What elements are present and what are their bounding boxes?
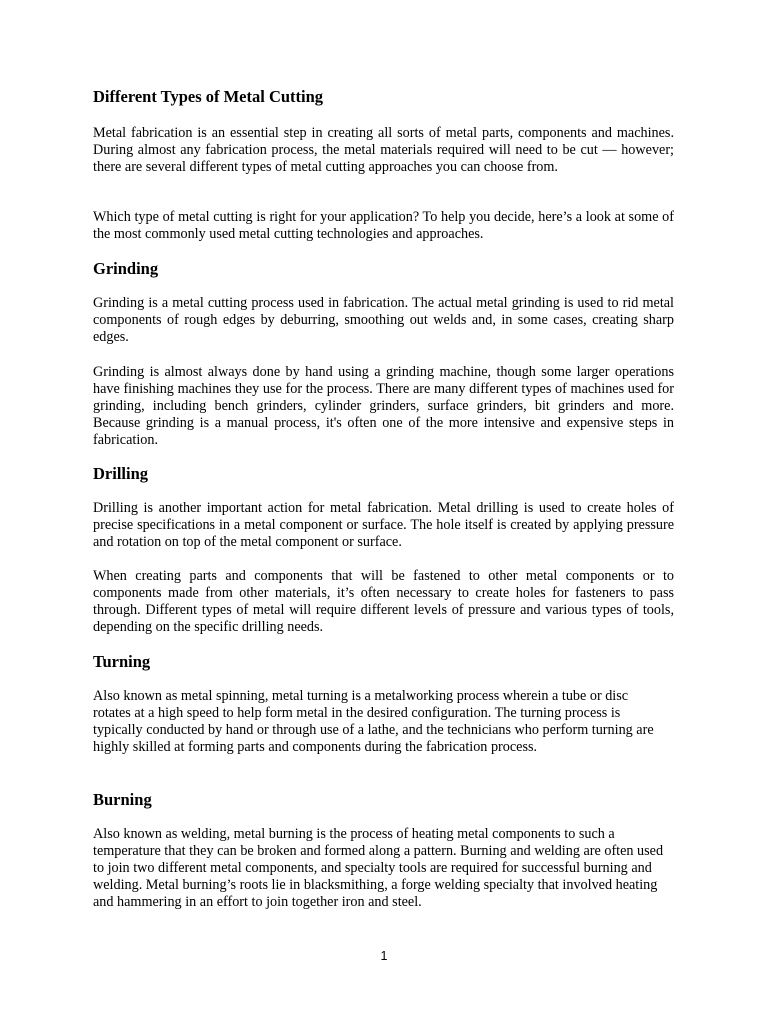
section-heading-grinding: Grinding	[93, 259, 159, 278]
intro-paragraph: Which type of metal cutting is right for your application? To help you decide, here’s a look at some of the most commonly used metal cutting technologies and approaches.	[93, 209, 674, 242]
intro-paragraph: Metal fabrication is an essential step in creating all sorts of metal parts, components and machines. During almost any fabrication process, the metal materials required will need to be cut — however; there are several different types of metal cutting approaches you can choose from.	[93, 125, 674, 175]
burning-paragraph: Also known as welding, metal burning is the process of heating metal components to such a temperature that they can be broken and formed along a pattern. Burning and welding are often used to join two different metal components, and specialty tools are required for successful burning and welding. Metal burning’s roots lie in blacksmithing, a forge welding specialty that involved heating and hammering in an effort to join together iron and steel.	[93, 826, 664, 910]
page-number: 1	[380, 949, 388, 963]
grinding-paragraph: Grinding is a metal cutting process used in fabrication. The actual metal grinding is used to rid metal components of rough edges by deburring, smoothing out welds and, in some cases, creating sharp edges.	[93, 295, 674, 345]
drilling-paragraph: Drilling is another important action for metal fabrication. Metal drilling is used to create holes of precise specifications in a metal component or surface. The hole itself is created by applying pressure and rotation on top of the metal component or surface.	[93, 500, 674, 550]
turning-paragraph: Also known as metal spinning, metal turning is a metalworking process wherein a tube or disc rotates at a high speed to help form metal in the desired configuration. The turning process is typically conducted by hand or through use of a lathe, and the technicians who perform turning are highly skilled at forming parts and components during the fabrication process.	[93, 688, 654, 755]
drilling-paragraph: When creating parts and components that will be fastened to other metal components or to components made from other materials, it’s often necessary to create holes for fasteners to pass through. Different types of metal will require different levels of pressure and various types of tools, depending on the specific drilling needs.	[93, 568, 674, 635]
section-heading-burning: Burning	[93, 790, 152, 809]
document-page	[93, 0, 674, 1024]
section-heading-turning: Turning	[93, 652, 151, 671]
document-title: Different Types of Metal Cutting	[93, 87, 324, 106]
section-heading-drilling: Drilling	[93, 464, 149, 483]
grinding-paragraph: Grinding is almost always done by hand using a grinding machine, though some larger operations have finishing machines they use for the process. There are many different types of machines used for grinding, including bench grinders, cylinder grinders, surface grinders, bit grinders and more. Because grinding is a manual process, it's often one of the more intensive and expensive steps in fabrication.	[93, 364, 674, 448]
